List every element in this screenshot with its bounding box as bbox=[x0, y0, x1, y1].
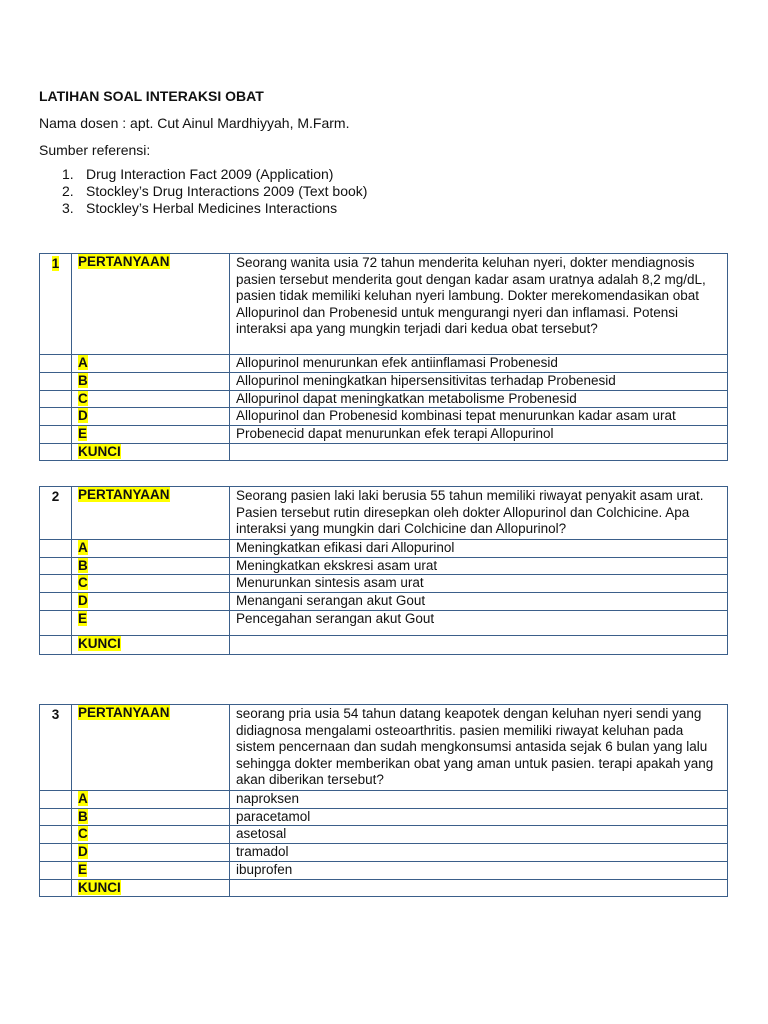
question-label: PERTANYAAN bbox=[72, 487, 230, 540]
option-label-c: C bbox=[78, 826, 88, 841]
question-label: PERTANYAAN bbox=[72, 254, 230, 355]
option-label-e: E bbox=[78, 610, 88, 626]
option-a: Meningkatkan efikasi dari Allopurinol bbox=[230, 539, 728, 557]
document-title: LATIHAN SOAL INTERAKSI OBAT bbox=[39, 88, 264, 104]
reference-item: 2. Stockley’s Drug Interactions 2009 (Text book) bbox=[62, 183, 368, 199]
question-table-1 bbox=[39, 253, 728, 461]
reference-item: 3. Stockley’s Herbal Medicines Interactions bbox=[62, 200, 338, 216]
option-label-a: A bbox=[78, 355, 88, 370]
question-text: Seorang wanita usia 72 tahun menderita keluhan nyeri, dokter mendiagnosis pasien tersebut menderita gout dengan kadar asam uratnya adalah 8,2 mg/dL, pasien tidak memiliki keluhan nyeri lambung. Dokter merekomendasikan obat Allopurinol dan Probenesid untuk mengurangi nyeri dan inflamasi. Potensi interaksi apa yang mungkin terjadi dari kedua obat tersebut? bbox=[230, 254, 728, 355]
option-label-a: A bbox=[78, 539, 88, 555]
option-c: Menurunkan sintesis asam urat bbox=[230, 575, 728, 593]
answer-key bbox=[230, 443, 728, 461]
option-label-b: B bbox=[78, 373, 88, 388]
option-label-c: C bbox=[78, 390, 88, 406]
option-label-b: B bbox=[78, 557, 88, 573]
option-label-d: D bbox=[78, 593, 88, 608]
question-text: seorang pria usia 54 tahun datang keapotek dengan keluhan nyeri sendi yang didiagnosa mengalami osteoarthritis. pasien memiliki riwayat keluhan pada sistem pencernaan dan sudah mengkonsumsi antasida sejak 6 bulan yang lalu sehingga dokter memberikan obat yang aman untuk pasien. terapi apakah yang akan diberikan tersebut? bbox=[230, 705, 728, 791]
option-d: Menangani serangan akut Gout bbox=[230, 593, 728, 611]
question-number: 3 bbox=[40, 705, 72, 791]
option-b: Allopurinol meningkatkan hipersensitivitas terhadap Probenesid bbox=[230, 373, 728, 391]
option-label-d: D bbox=[78, 844, 88, 859]
key-label: KUNCI bbox=[78, 635, 121, 651]
option-b: paracetamol bbox=[230, 808, 728, 826]
question-table-2 bbox=[39, 486, 728, 655]
key-label: KUNCI bbox=[78, 879, 121, 895]
option-label-a: A bbox=[78, 790, 88, 806]
option-a: naproksen bbox=[230, 790, 728, 808]
option-e: ibuprofen bbox=[230, 861, 728, 879]
key-label: KUNCI bbox=[78, 443, 121, 459]
option-label-c: C bbox=[78, 575, 88, 590]
answer-key bbox=[230, 635, 728, 654]
reference-label: Sumber referensi: bbox=[39, 142, 151, 158]
question-table-3 bbox=[39, 704, 728, 897]
option-c: asetosal bbox=[230, 826, 728, 844]
reference-item: 1. Drug Interaction Fact 2009 (Application) bbox=[62, 166, 334, 182]
option-label-e: E bbox=[78, 426, 88, 441]
reference-list bbox=[62, 166, 367, 217]
option-label-d: D bbox=[78, 408, 88, 423]
option-a: Allopurinol menurunkan efek antiinflamasi Probenesid bbox=[230, 355, 728, 373]
option-e: Pencegahan serangan akut Gout bbox=[230, 610, 728, 635]
lecturer-name: Nama dosen : apt. Cut Ainul Mardhiyyah, M.Farm. bbox=[39, 115, 350, 131]
option-c: Allopurinol dapat meningkatkan metabolisme Probenesid bbox=[230, 390, 728, 408]
question-number: 2 bbox=[40, 487, 72, 540]
question-text: Seorang pasien laki laki berusia 55 tahun memiliki riwayat penyakit asam urat. Pasien tersebut rutin diresepkan oleh dokter Allopurinol dan Colchicine. Apa interaksi yang mungkin dari Colchicine dan Allopurinol? bbox=[230, 487, 728, 540]
answer-key bbox=[230, 879, 728, 897]
option-label-b: B bbox=[78, 808, 88, 824]
option-label-e: E bbox=[78, 861, 88, 877]
option-b: Meningkatkan ekskresi asam urat bbox=[230, 557, 728, 575]
question-number: 1 bbox=[40, 254, 72, 355]
option-d: tramadol bbox=[230, 844, 728, 862]
option-d: Allopurinol dan Probenesid kombinasi tepat menurunkan kadar asam urat bbox=[230, 408, 728, 426]
option-e: Probenecid dapat menurunkan efek terapi Allopurinol bbox=[230, 426, 728, 444]
question-label: PERTANYAAN bbox=[72, 705, 230, 791]
